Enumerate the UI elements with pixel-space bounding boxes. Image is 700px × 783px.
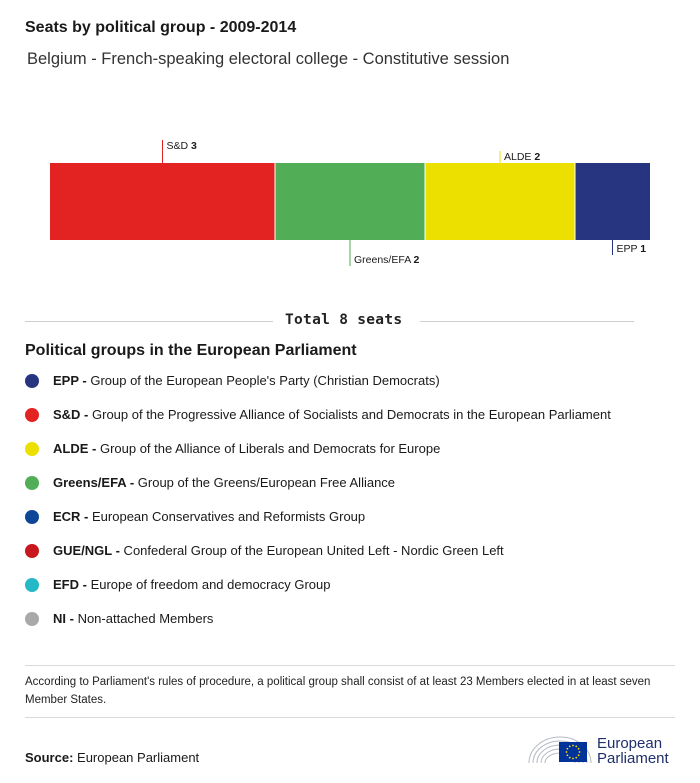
legend-color-dot <box>25 374 39 388</box>
legend-color-dot <box>25 612 39 626</box>
legend-item <box>25 508 685 542</box>
legend-abbr: ECR - <box>53 509 89 524</box>
eu-star-icon <box>569 757 571 759</box>
legend-abbr: GUE/NGL - <box>53 543 120 558</box>
stacked-bar-chart <box>0 120 700 280</box>
legend-description: Confederal Group of the European United Left - Nordic Green Left <box>119 543 504 558</box>
source-label: Source: <box>25 750 74 765</box>
legend-color-dot <box>25 544 39 558</box>
european-parliament-logo <box>525 729 685 769</box>
source-value: European Parliament <box>77 750 200 765</box>
legend-text <box>53 577 330 592</box>
segment-label: Greens/EFA 2 <box>354 254 420 266</box>
legend-text <box>53 441 440 456</box>
parliament-hemicycle-icon <box>525 729 595 769</box>
legend-abbr: EFD - <box>53 577 87 592</box>
legend-description: Group of the Alliance of Liberals and Democrats for Europe <box>96 441 441 456</box>
chart-subtitle: Belgium - French-speaking electoral college - Constitutive session <box>27 50 510 68</box>
legend-item <box>25 576 685 610</box>
segment-label: ALDE 2 <box>504 151 541 163</box>
legend-item <box>25 474 685 508</box>
logo-text: European Parliament <box>597 735 669 767</box>
legend-item <box>25 610 685 644</box>
total-seats <box>0 312 700 330</box>
eu-star-icon <box>575 745 577 747</box>
legend-color-dot <box>25 442 39 456</box>
legend-abbr: EPP - <box>53 373 87 388</box>
bar-segment <box>425 163 575 240</box>
eu-star-icon <box>578 748 580 750</box>
eu-star-icon <box>569 745 571 747</box>
bar-segment <box>575 163 650 240</box>
eu-star-icon <box>578 754 580 756</box>
legend-abbr: ALDE - <box>53 441 97 456</box>
legend-description: Group of the Greens/European Free Alliance <box>134 475 396 490</box>
legend-abbr: NI - <box>53 611 74 626</box>
eu-star-icon <box>575 757 577 759</box>
legend-description: Non-attached Members <box>73 611 214 626</box>
legend-description: Group of the Progressive Alliance of Socialists and Democrats in the European Parliament <box>88 407 611 422</box>
eu-star-icon <box>579 751 581 753</box>
divider <box>25 717 675 718</box>
footnote: According to Parliament's rules of procedure, a political group shall consist of at least 23 Members elected in at least seven Member States. <box>25 676 651 706</box>
legend-description: European Conservatives and Reformists Group <box>88 509 366 524</box>
total-divider-left <box>25 321 273 322</box>
eu-star-icon <box>572 758 574 760</box>
legend-item <box>25 440 685 474</box>
legend-description: Group of the European People's Party (Christian Democrats) <box>86 373 440 388</box>
segment-label: EPP 1 <box>616 243 647 255</box>
total-divider-right <box>420 321 634 322</box>
eu-star-icon <box>572 745 574 747</box>
source <box>25 750 199 765</box>
legend-text <box>53 373 440 388</box>
legend-item <box>25 406 685 440</box>
legend-title: Political groups in the European Parliament <box>25 342 357 359</box>
eu-star-icon <box>566 754 568 756</box>
legend-item <box>25 542 685 576</box>
legend-color-dot <box>25 510 39 524</box>
legend <box>25 372 685 644</box>
total-seats-label: Total 8 seats <box>285 312 403 328</box>
legend-color-dot <box>25 408 39 422</box>
bar-segment <box>275 163 425 240</box>
segment-label: S&D 3 <box>166 140 197 152</box>
legend-color-dot <box>25 578 39 592</box>
eu-star-icon <box>566 751 568 753</box>
legend-description: Europe of freedom and democracy Group <box>86 577 331 592</box>
legend-text <box>53 407 611 422</box>
legend-color-dot <box>25 476 39 490</box>
chart-title: Seats by political group - 2009-2014 <box>25 19 297 36</box>
bar-segment <box>50 163 275 240</box>
eu-star-icon <box>566 748 568 750</box>
divider <box>25 665 675 666</box>
legend-text <box>53 611 213 626</box>
legend-text <box>53 509 365 524</box>
legend-text <box>53 475 395 490</box>
legend-text <box>53 543 504 558</box>
legend-abbr: Greens/EFA - <box>53 475 135 490</box>
legend-abbr: S&D - <box>53 407 89 422</box>
legend-item <box>25 372 685 406</box>
